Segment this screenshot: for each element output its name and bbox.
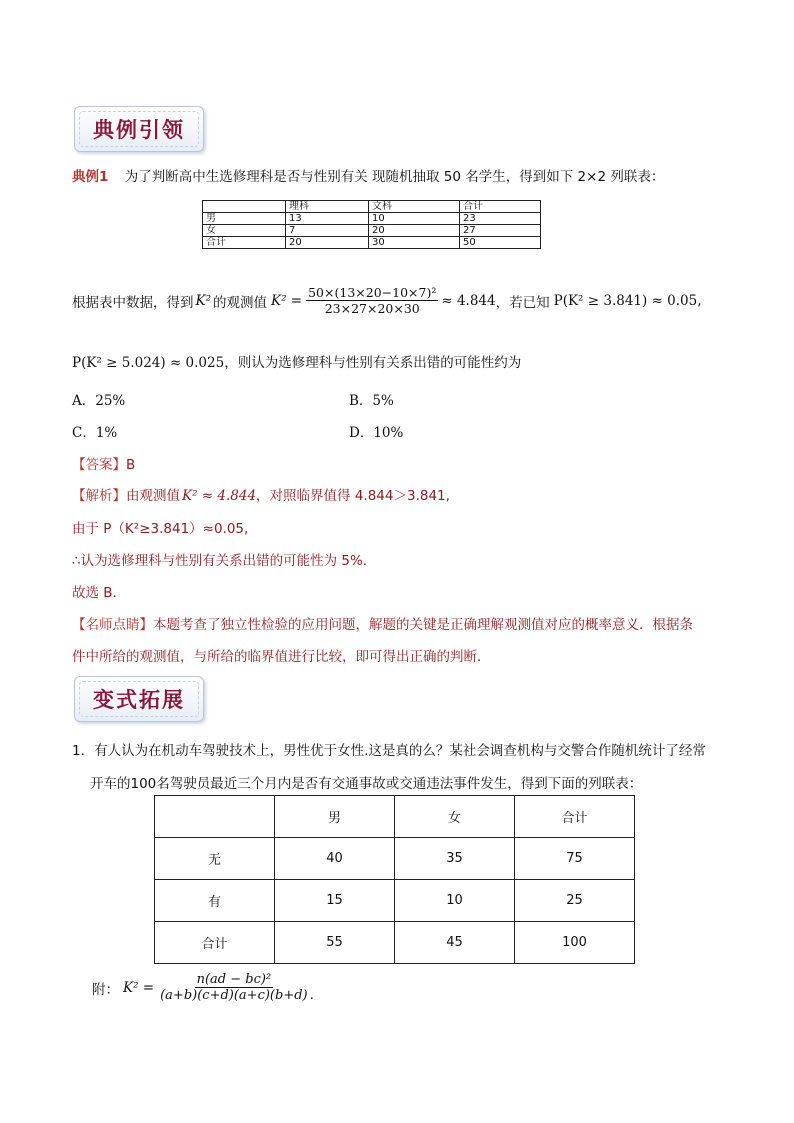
text: ，若已知 — [495, 294, 550, 311]
table-cell: 13 — [286, 213, 369, 225]
table-cell: 20 — [369, 225, 460, 237]
section-title: 变式拓展 — [79, 681, 199, 717]
table-cell: 55 — [275, 922, 395, 964]
option-c: C．1% — [72, 425, 118, 441]
table-row — [203, 237, 541, 249]
appendix-fraction — [158, 972, 310, 1003]
table-cell: 7 — [286, 225, 369, 237]
appendix-line: 附： K² = $\frac{\text{n(ad − bc)²}}{(a+b)(c+d)(a+c)(b+d)}$ . — [92, 972, 314, 1003]
table-cell: 15 — [275, 880, 395, 922]
exercise-line-2: 开车的100名驾驶员最近三个月内是否有交通事故或交通违法事件发生，得到下面的列联表： — [90, 776, 643, 792]
fraction-numerator: 50×(13×20−10×7)² — [308, 285, 437, 300]
chi-square-fraction — [306, 285, 438, 316]
table-cell: 合计 — [203, 237, 286, 249]
answer-value: B — [126, 457, 136, 473]
option-a: A．25% — [72, 393, 126, 409]
table-cell: 合计 — [155, 922, 275, 964]
text: ，则认为选修理科与性别有关系出错的可能性约为 — [224, 355, 522, 371]
section-title-box — [74, 106, 204, 152]
table-cell: 合计 — [460, 201, 541, 213]
table-cell: 男 — [203, 213, 286, 225]
table-cell: 50 — [460, 237, 541, 249]
table-row — [155, 838, 635, 880]
table-cell: 女 — [203, 225, 286, 237]
analysis-line-3: ∴认为选修理科与性别有关系出错的可能性为 5%． — [72, 553, 377, 569]
k-squared: K² — [195, 292, 211, 309]
table-cell: 10 — [369, 213, 460, 225]
table-cell: 合计 — [515, 796, 635, 838]
table-cell: 35 — [395, 838, 515, 880]
exercise-line-1: 1．有人认为在机动车驾驶技术上，男性优于女性.这是真的么？某社会调查机构与交警合作随机统计了经常 — [72, 743, 706, 759]
section-title: 典例引领 — [79, 111, 199, 147]
table-cell: 无 — [155, 838, 275, 880]
exercise-table — [154, 795, 635, 964]
fraction-numerator: n(ad − bc)² — [196, 972, 272, 987]
table-cell: 有 — [155, 880, 275, 922]
probability-condition-2: P(K² ≥ 5.024) ≈ 0.025 — [72, 355, 225, 371]
text: 的观测值 — [213, 294, 267, 311]
analysis-line-4: 故选 B． — [72, 585, 127, 601]
table-header-row — [155, 796, 635, 838]
formula-line-1: 根据表中数据，得到 K² 的观测值 K² = $\frac{\text{50×(13×20−10×7)²}}{23\times 27\times 20\times 30}$ ≈ 4.844 ，若已知 P(K² ≥ 3.841) ≈ 0.05 , — [72, 285, 702, 316]
table-header-row — [203, 201, 541, 213]
approx-value: ≈ 4.844 — [441, 292, 496, 309]
option-d: D．10% — [349, 425, 404, 441]
table-cell: 30 — [369, 237, 460, 249]
k-squared-approx: K² ≈ 4.844 — [182, 488, 257, 504]
table-cell: 45 — [395, 922, 515, 964]
table-row — [155, 922, 635, 964]
text: ，对照临界值得 4.844＞3.841, — [256, 488, 450, 504]
fraction-denominator: (a+b)(c+d)(a+c)(b+d) — [160, 988, 308, 1003]
analysis-line-1 — [72, 484, 450, 504]
k-squared: K² = — [271, 292, 303, 309]
table-cell: 40 — [275, 838, 395, 880]
text: 根据表中数据，得到 — [72, 294, 194, 311]
table-cell: 75 — [515, 838, 635, 880]
option-b: B．5% — [349, 393, 394, 409]
formula-line-2 — [72, 351, 521, 371]
fraction-denominator: 23×27×20×30 — [324, 301, 420, 316]
example-question: 为了判断高中生选修理科是否与性别有关 现随机抽取 50 名学生，得到如下 2×2 列联表： — [124, 169, 665, 185]
example-label: 典例1 — [72, 169, 109, 185]
k-squared: K² = — [123, 979, 155, 996]
table-cell — [203, 201, 286, 213]
table-cell: 25 — [515, 880, 635, 922]
table-cell: 10 — [395, 880, 515, 922]
table-row — [203, 213, 541, 225]
section-title-box — [74, 676, 204, 722]
example-question-line — [72, 165, 664, 185]
comment-label: 【名师点睛】 — [72, 617, 153, 633]
answer-label: 【答案】 — [72, 457, 126, 473]
comment-line-2: 件中所给的观测值，与所给的临界值进行比较，即可得出正确的判断． — [72, 649, 491, 665]
table-cell: 女 — [395, 796, 515, 838]
analysis-line-2: 由于 P（K²≥3.841）≈0.05, — [72, 521, 249, 537]
table-cell: 20 — [286, 237, 369, 249]
table-row — [203, 225, 541, 237]
analysis-label: 【解析】 — [72, 488, 126, 504]
table-cell: 23 — [460, 213, 541, 225]
text: 本题考查了独立性检验的应用问题，解题的关键是正确理解观测值对应的概率意义．根据条 — [153, 617, 693, 633]
table-cell: 男 — [275, 796, 395, 838]
table-cell: 100 — [515, 922, 635, 964]
table-row — [155, 880, 635, 922]
table-cell: 理科 — [286, 201, 369, 213]
table-cell — [155, 796, 275, 838]
example-table — [202, 200, 541, 249]
appendix-label: 附： — [92, 981, 119, 998]
probability-condition-1: P(K² ≥ 3.841) ≈ 0.05 — [553, 292, 698, 309]
comment-line-1 — [72, 613, 693, 633]
text: 由观测值 — [126, 488, 180, 504]
table-cell: 27 — [460, 225, 541, 237]
table-cell: 文科 — [369, 201, 460, 213]
answer-line — [72, 453, 135, 473]
